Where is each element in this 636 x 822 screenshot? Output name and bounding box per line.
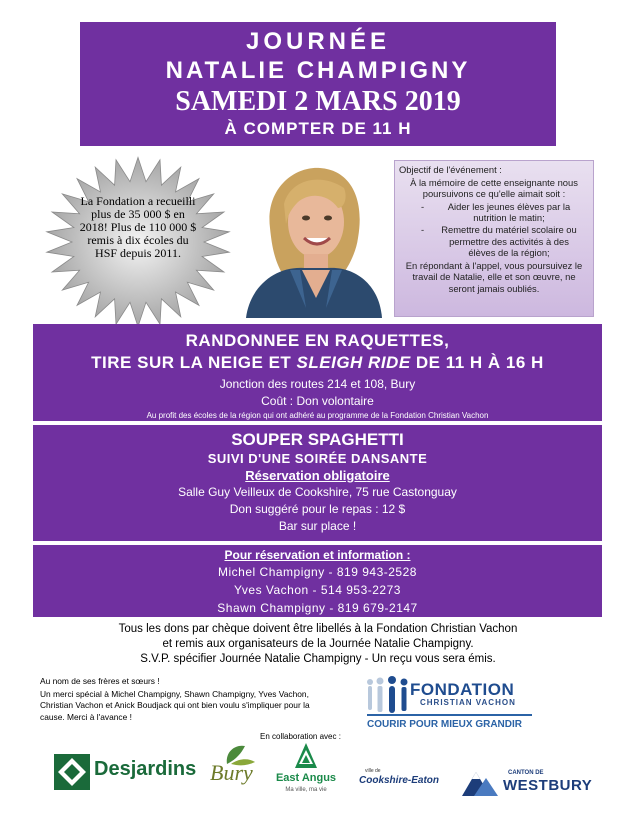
thanks-text: Au nom de ses frères et sœurs ! Un merci spécial à Michel Champigny, Shawn Champigny, Yves Vachon, Christian Vachon et Anick Boudjack qui ont bien voulu s'impliquer pour la cause. Merci à l'avance ! — [40, 676, 310, 722]
fondation-divider — [367, 714, 532, 716]
mountain-icon — [460, 768, 500, 798]
contact-line: Shawn Champigny - 819 679-2147 — [217, 601, 418, 615]
snowshoe-location: Jonction des routes 214 et 108, Bury — [219, 377, 416, 391]
fondation-slogan: COURIR POUR MIEUX GRANDIR — [367, 719, 523, 730]
starburst-text: La Fondation a recueilli plus de 35 000 $ en 2018! Plus de 110 000 $ remis à dix écoles du HSF depuis 2011. — [79, 194, 197, 260]
fondation-logo — [362, 676, 602, 736]
objective-box — [394, 160, 594, 317]
souper-section — [33, 425, 602, 541]
header-date: SAMEDI 2 MARS 2019 — [175, 86, 461, 117]
reservation-title: Pour réservation et information : — [224, 548, 411, 562]
event-header — [80, 22, 556, 146]
snowshoe-subtitle: TIRE SUR LA NEIGE ET SLEIGH RIDE DE 11 H À 16 H — [91, 353, 544, 372]
snowshoe-cost: Coût : Don volontaire — [261, 394, 374, 408]
objective-title: Objectif de l'événement : — [399, 164, 502, 175]
cookshire-eaton-logo: ville de Cookshire-Eaton — [359, 768, 440, 786]
objective-item: - Aider les jeunes élèves par la nutrition le matin; — [421, 200, 571, 224]
header-time: À COMPTER DE 11 H — [224, 119, 412, 138]
souper-location: Salle Guy Veilleux de Cookshire, 75 rue Castonguay — [178, 485, 457, 499]
souper-subtitle: SUIVI D'UNE SOIRÉE DANSANTE — [207, 451, 428, 466]
donation-text: Tous les dons par chèque doivent être libellés à la Fondation Christian Vachon et remis aux organisateurs de la Journée Natalie Champigny. S.V.P. spécifier Journée Natalie Champigny - Un reçu vous sera émis. — [118, 623, 518, 665]
fondation-sub: CHRISTIAN VACHON — [420, 698, 516, 707]
objective-item: - Remettre du matériel scolaire ou permettre des activités à des élèves de la région; — [421, 223, 577, 259]
runners-icon — [362, 676, 412, 714]
objective-closing: En répondant à l'appel, vous poursuivez le travail de Natalie, elle et son œuvre, ne seront jamais oubliés. — [405, 259, 583, 294]
collab-label: En collaboration avec : — [260, 732, 341, 741]
westbury-logo: CANTON DE WESTBURY — [458, 768, 588, 800]
desjardins-logo: Desjardins — [52, 752, 192, 792]
snowshoe-title: RANDONNEE EN RAQUETTES, — [185, 331, 450, 350]
east-angus-logo: East Angus Ma ville, ma vie — [270, 742, 342, 802]
desjardins-icon — [54, 754, 90, 790]
souper-title: SOUPER SPAGHETTI — [231, 430, 404, 449]
objective-intro: À la mémoire de cette enseignante nous poursuivons ce qu'elle aimait soit : — [410, 176, 578, 200]
reservation-section — [33, 545, 602, 617]
souper-reservation: Réservation obligatoire — [245, 468, 390, 483]
souper-don: Don suggéré pour le repas : 12 $ — [229, 502, 406, 516]
contact-line: Yves Vachon - 514 953-2273 — [234, 583, 401, 597]
header-title: JOURNÉE — [245, 28, 391, 55]
contact-line: Michel Champigny - 819 943-2528 — [218, 565, 417, 579]
tree-icon — [291, 742, 321, 772]
objective-list — [399, 201, 589, 259]
snowshoe-section — [33, 324, 602, 421]
fondation-name: FONDATION — [410, 680, 515, 699]
bury-logo: Bury — [205, 742, 265, 797]
portrait-photo — [240, 158, 386, 318]
souper-bar: Bar sur place ! — [278, 519, 357, 533]
header-name: NATALIE CHAMPIGNY — [165, 57, 471, 84]
snowshoe-note: Au profit des écoles de la région qui ont adhéré au programme de la Fondation Christian Vachon — [146, 411, 489, 420]
